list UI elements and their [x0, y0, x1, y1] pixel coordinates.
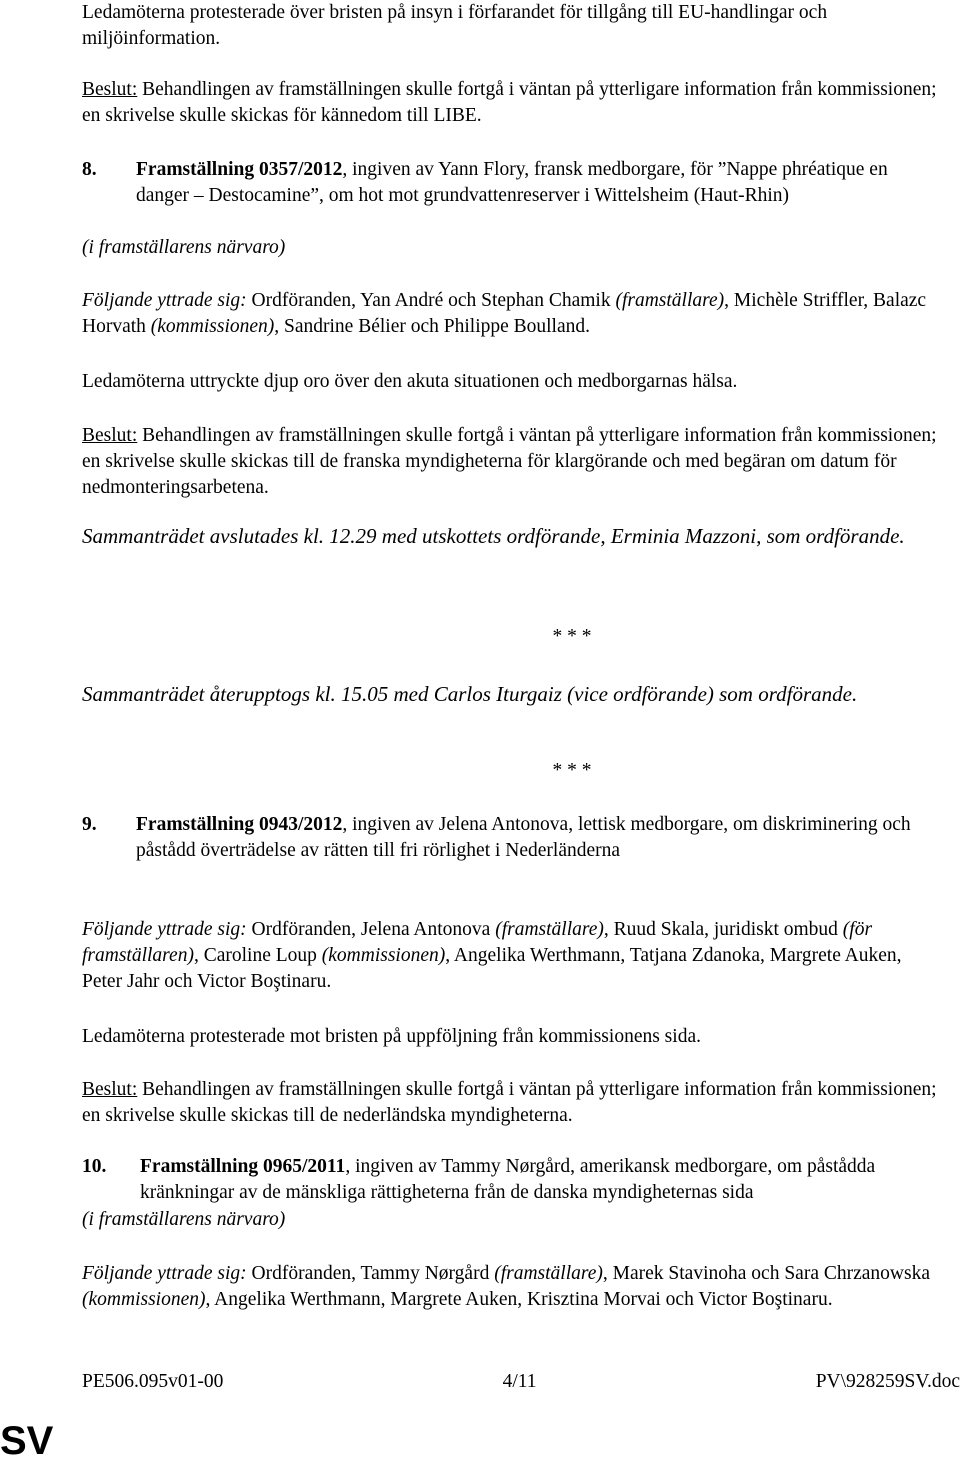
- separator-stars: * * *: [552, 626, 592, 647]
- petition-title: Framställning 0943/2012: [136, 814, 343, 835]
- speakers-paragraph: Följande yttrade sig: Ordföranden, Yan André och Stephan Chamik (framställare), Michèle Striffler, Balazc Horvath (kommissionen), Sandrine Bélier och Philippe Boulland.: [82, 290, 927, 337]
- presence-note: (i framställarens närvaro): [82, 1209, 286, 1230]
- decision-label: Beslut:: [82, 1079, 138, 1100]
- item-number: 8.: [82, 159, 97, 180]
- decision-paragraph-2: [82, 423, 942, 501]
- protest-paragraph: Ledamöterna protesterade mot bristen på uppföljning från kommissionens sida.: [82, 1026, 701, 1047]
- decision-paragraph-1: [82, 77, 942, 129]
- decision-paragraph-3: [82, 1077, 942, 1129]
- petition-title: Framställning 0965/2011: [140, 1156, 346, 1177]
- petition-description: , ingiven av Jelena Antonova, lettisk medborgare, om diskriminering och påstådd överträdelse av rätten till fri rörlighet i Nederländerna: [136, 814, 911, 861]
- decision-text: Behandlingen av framställningen skulle fortgå i väntan på ytterligare information från kommissionen; en skrivelse skulle skickas till de franska myndigheterna för klargörande och med begäran om datum för nedmonteringsarbetena.: [82, 425, 937, 498]
- session-closed: Sammanträdet avslutades kl. 12.29 med utskottets ordförande, Erminia Mazzoni, som ordförande.: [82, 524, 905, 548]
- separator-stars: * * *: [552, 760, 592, 781]
- item-number: 10.: [82, 1156, 107, 1177]
- page-number: 4/11: [502, 1371, 537, 1392]
- page-footer: [82, 1369, 960, 1395]
- speakers-label: Följande yttrade sig:: [82, 919, 247, 940]
- decision-text: Behandlingen av framställningen skulle fortgå i väntan på ytterligare information från kommissionen; en skrivelse skulle skickas till de nederländska myndigheterna.: [82, 1079, 937, 1126]
- decision-text: Behandlingen av framställningen skulle fortgå i väntan på ytterligare information från kommissionen; en skrivelse skulle skickas för kännedom till LIBE.: [82, 79, 937, 126]
- petition-description: , ingiven av Yann Flory, fransk medborgare, för ”Nappe phréatique en danger – Destocamine”, om hot mot grundvattenreserver i Wittelsheim (Haut-Rhin): [136, 159, 888, 206]
- petition-item-9: [82, 812, 942, 864]
- speakers-label: Följande yttrade sig:: [82, 1263, 247, 1284]
- decision-label: Beslut:: [82, 79, 138, 100]
- language-tag: SV: [0, 1419, 54, 1463]
- petition-item-10: [82, 1154, 942, 1206]
- speakers-paragraph: Följande yttrade sig: Ordföranden, Jelena Antonova (framställare), Ruud Skala, juridiskt ombud (för framställaren), Caroline Loup (kommissionen), Angelika Werthmann, Tatjana Zdanoka, Margrete Auken, Peter Jahr och Victor Boştinaru.: [82, 919, 902, 992]
- speakers-label: Följande yttrade sig:: [82, 290, 247, 311]
- speakers-paragraph: Följande yttrade sig: Ordföranden, Tammy Nørgård (framställare), Marek Stavinoha och Sara Chrzanowska (kommissionen), Angelika Werthmann, Margrete Auken, Krisztina Morvai och Victor Boştinaru.: [82, 1263, 930, 1310]
- document-reference: PE506.095v01-00: [82, 1371, 224, 1392]
- decision-label: Beslut:: [82, 425, 138, 446]
- paragraph-protest-insight: Ledamöterna protesterade över bristen på insyn i förfarandet för tillgång till EU-handlingar och miljöinformation.: [82, 2, 828, 49]
- petition-title: Framställning 0357/2012: [136, 159, 343, 180]
- petition-item-8: [82, 157, 942, 209]
- item-number: 9.: [82, 814, 97, 835]
- session-resumed: Sammanträdet återupptogs kl. 15.05 med Carlos Iturgaiz (vice ordförande) som ordförande.: [82, 682, 858, 706]
- petition-description: , ingiven av Tammy Nørgård, amerikansk medborgare, om påstådda kränkningar av de mänskliga rättigheterna från de danska myndigheternas sida: [140, 1156, 876, 1203]
- concern-paragraph: Ledamöterna uttryckte djup oro över den akuta situationen och medborgarnas hälsa.: [82, 371, 738, 392]
- presence-note: (i framställarens närvaro): [82, 237, 286, 258]
- file-name: PV\928259SV.doc: [815, 1371, 960, 1392]
